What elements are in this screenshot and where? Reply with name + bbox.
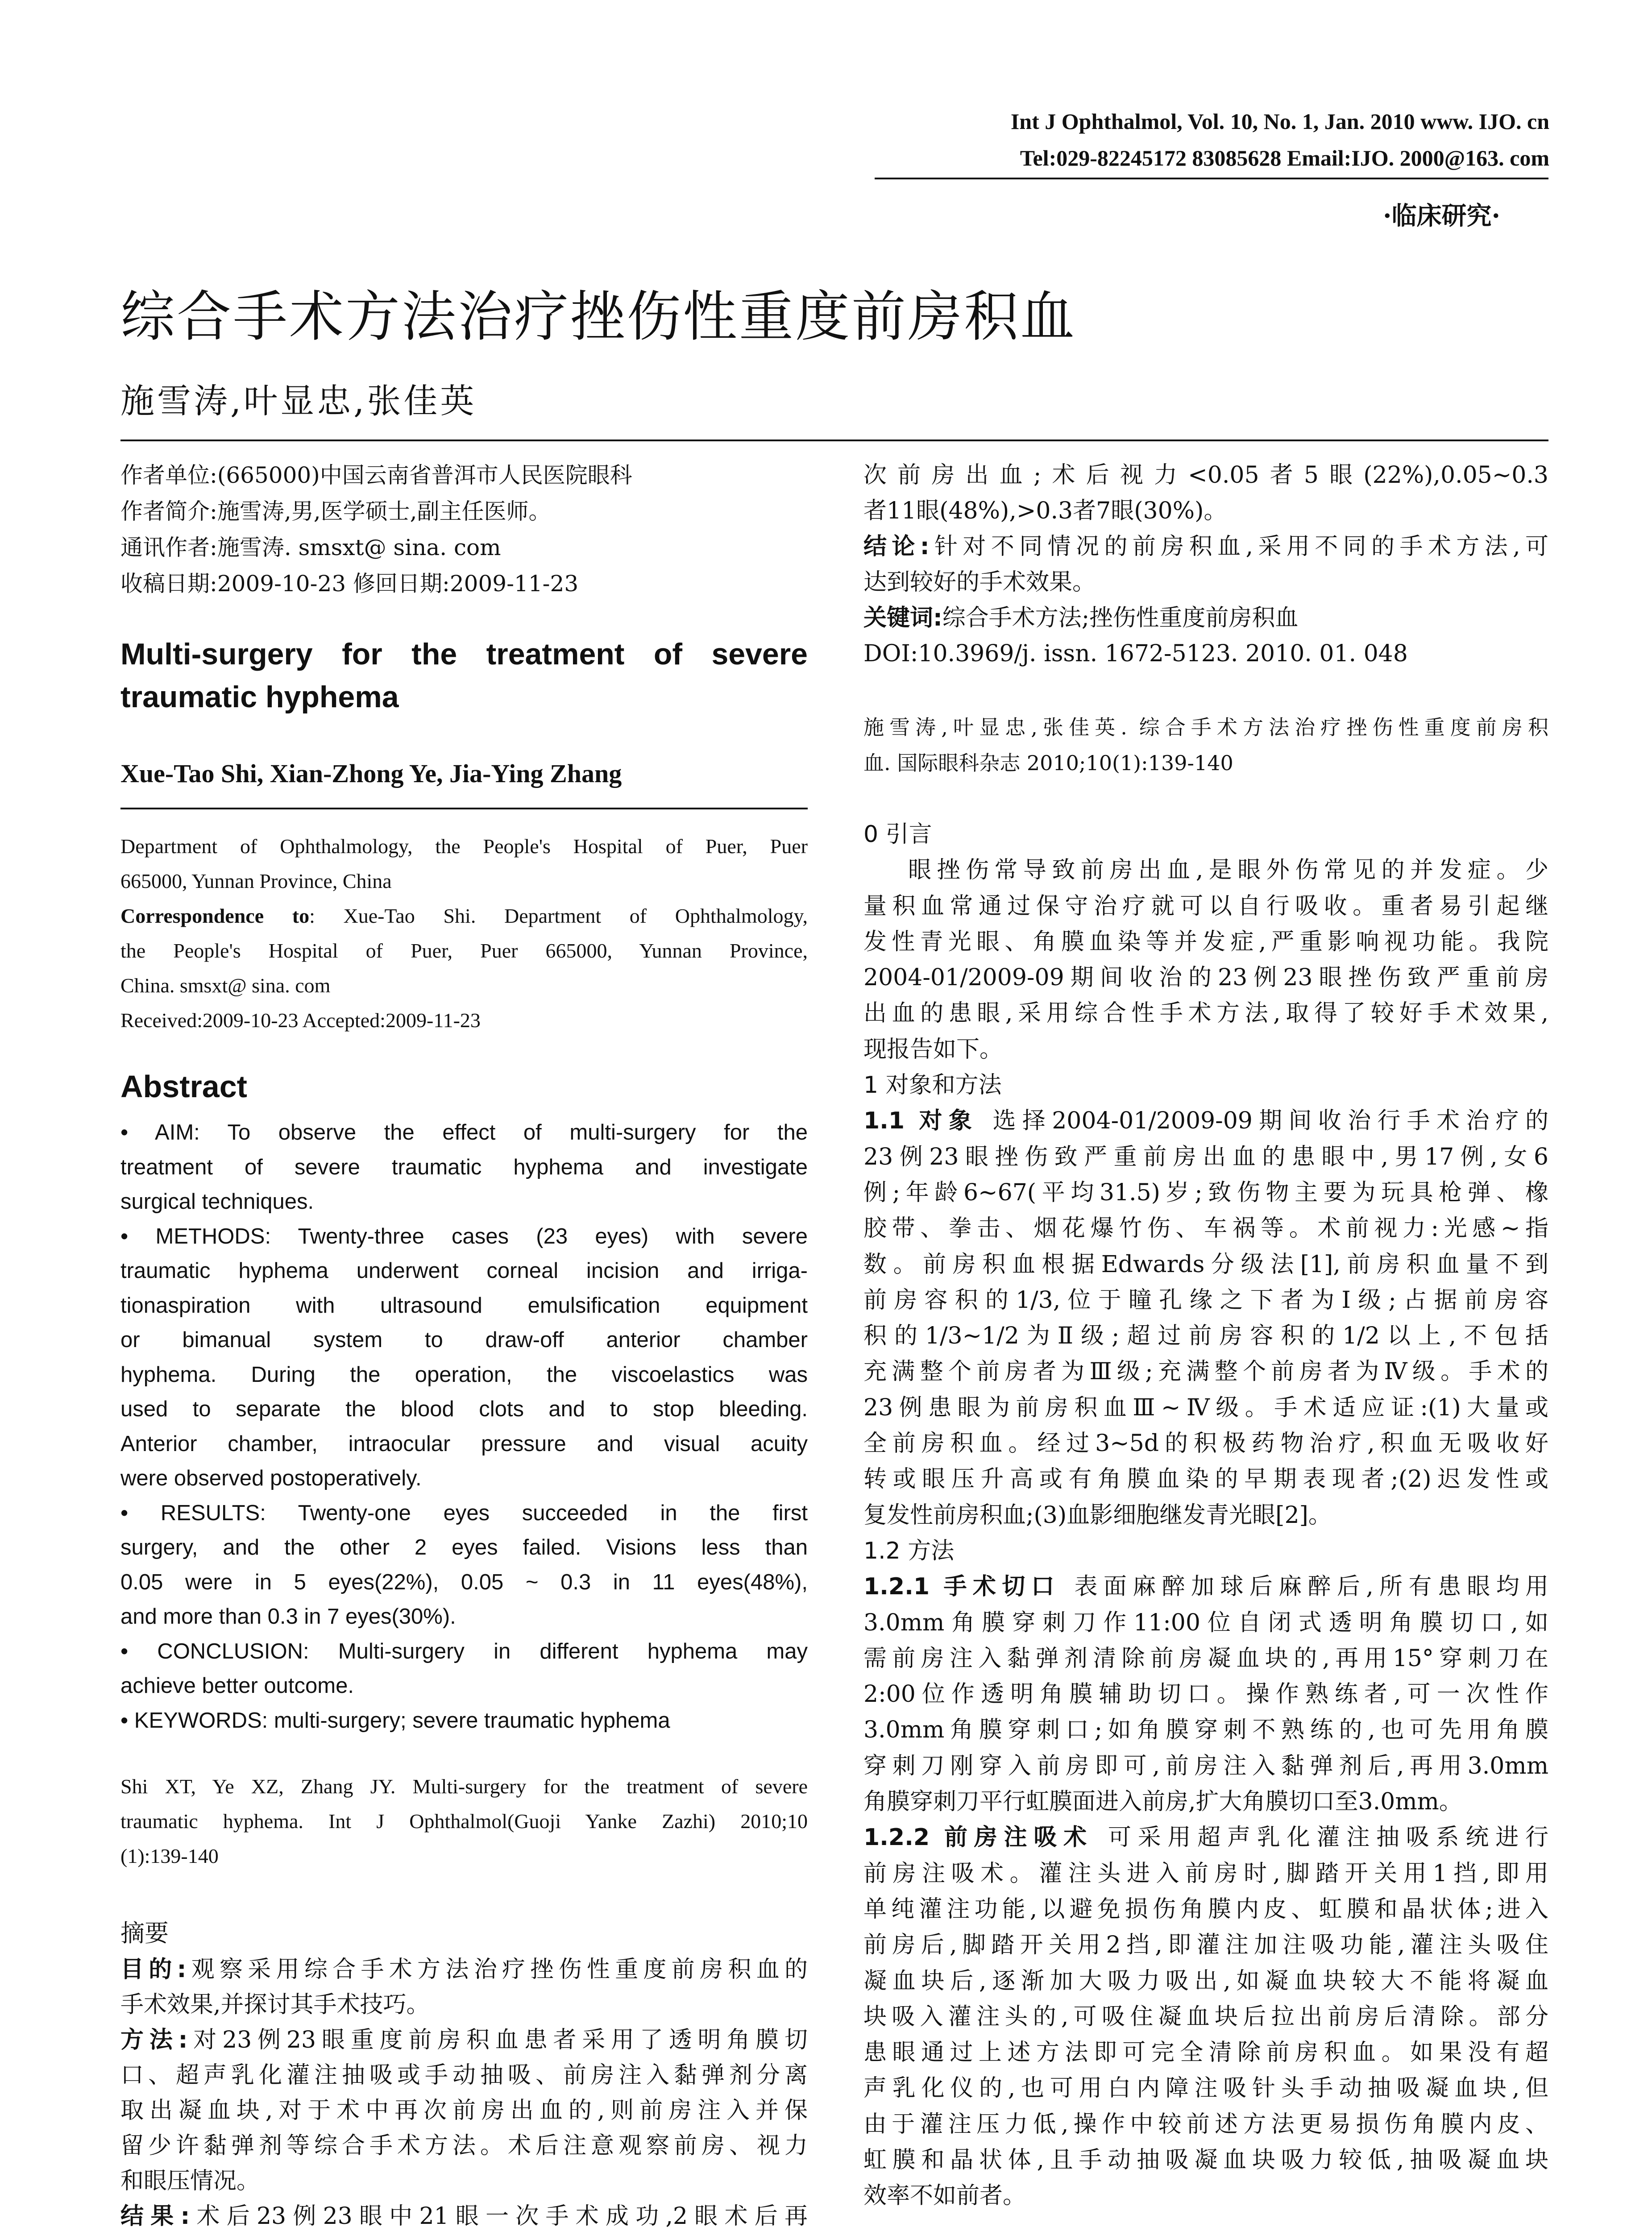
section-1-2-2-line-text: 可采用超声乳化灌注抽吸系统进行 [1108,1824,1548,1851]
title-en-line: traumatic hyphema [120,680,399,714]
abstract-line: Anterior chamber, intraocular pressure and visual acuity [120,1431,808,1456]
section-1-2-1-line-text: 角膜穿刺刀平行虹膜面进入前房,扩大角膜切口至3.0mm。 [863,1788,1462,1816]
section-1-2-2-line-text: 前房注吸术。灌注头进入前房时,脚踏开关用1挡,即用 [863,1860,1548,1887]
section-1-1-line-text: 前房容积的1/3,位于瞳孔缘之下者为Ⅰ级;占据前房容 [863,1286,1548,1314]
abstract-cn-text: 手术效果,并探讨其手术技巧。 [120,1991,430,2018]
abstract-line: hyphema. During the operation, the viscoelastics was [120,1362,808,1387]
section-1-2-2-line-text: 由于灌注压力低,操作中较前述方法更易损伤角膜内皮、 [863,2111,1548,2138]
title-en-line: Multi-surgery for the treatment of severe [120,637,808,671]
section-1-2-1-line-text: 2:00位作透明角膜辅助切口。操作熟练者,可一次性作 [863,1681,1548,1708]
authors-en-rule [120,808,808,809]
abstract-cn-text: 取出凝血块,对于术中再次前房出血的,则前房注入并保 [120,2097,808,2124]
section-1-1-line-text: 数。前房积血根据Edwards分级法[1],前房积血量不到 [863,1251,1548,1278]
section-1-1-line-text: 转或眼压升高或有角膜血染的早期表现者;(2)迟发性或 [863,1466,1548,1493]
section-0-line-text: 量积血常通过保守治疗就可以自行吸收。重者易引起继 [863,892,1548,920]
abstract-heading: Abstract [120,1069,247,1104]
section-1-2-2-line [863,2035,1548,2070]
section-0-line-text: 2004-01/2009-09期间收治的23例23眼挫伤致严重前房 [863,964,1548,991]
section-1-2-2-line-text: 凝血块后,逐渐加大吸力吸出,如凝血块较大不能将凝血 [863,1967,1548,1995]
affiliation-en [120,829,808,1038]
abstract-line: 0.05 were in 5 eyes(22%), 0.05 ~ 0.3 in 11 eyes(48%), [120,1570,808,1594]
abstract-cn-text: 和眼压情况。 [120,2168,260,2194]
abstract-line: achieve better outcome. [120,1674,354,1698]
section-1-1-line [863,1497,1548,1533]
section-1-2-2-line [863,2178,1548,2214]
abstract-cn-text: 观察采用综合手术方法治疗挫伤性重度前房积血的 [186,1956,808,1983]
citation-cn [863,709,1548,781]
result-continuation: 者11眼(48%),>0.3者7眼(30%)。 [863,498,1227,524]
citation-line: Shi XT, Ye XZ, Zhang JY. Multi-surgery for the treatment of severe [120,1775,808,1798]
section-1-1-line [863,1461,1548,1497]
abstract-line: used to separate the blood clots and to stop bleeding. [120,1397,808,1421]
abstract-line: or bimanual system to draw-off anterior chamber [120,1328,808,1352]
left-column [120,457,808,602]
section-1-1-line-text: 23例患眼为前房积血Ⅲ~Ⅳ级。手术适应证:(1)大量或 [863,1394,1548,1421]
section-0-line-text: 出血的患眼,采用综合性手术方法,取得了较好手术效果, [863,1000,1548,1027]
abstract-line: • METHODS: Twenty-three cases (23 eyes) with severe [120,1224,808,1248]
abstract-cn-line [120,2128,808,2164]
abstract-cn-line [120,2023,808,2058]
section-1-2-2-line [863,1820,1548,1855]
abstract-cn [120,1952,808,2231]
section-1-2-1-line [863,1569,1548,1605]
section-0-line [863,960,1548,995]
section-1-2-2-line [863,2107,1548,2142]
abstract-cn-line [120,2058,808,2093]
section-1-1-line-label: 1.1 对象 [863,1107,993,1135]
section-1-2-1-line [863,1712,1548,1748]
section-1-1-line-text: 充满整个前房者为Ⅲ级;充满整个前房者为Ⅳ级。手术的 [863,1358,1548,1385]
section-1-2-2-line-label: 1.2.2 前房注吸术 [863,1824,1108,1851]
section-1-2-2-line [863,2142,1548,2178]
header-rule [875,178,1548,179]
section-0-heading: 0 引言 [863,821,932,848]
section-1-2-1-line [863,1641,1548,1676]
info-correspondence: 通讯作者:施雪涛. smsxt@ sina. com [120,535,501,560]
abstract-cn-label: 方法: [120,2027,188,2053]
section-1-2-2-line-text: 效率不如前者。 [863,2182,1026,2210]
section-0-line [863,1032,1548,1067]
section-1-2-2-line [863,1999,1548,2035]
correspondence-label: Correspondence to [120,904,310,927]
section-0-line [863,888,1548,924]
abstract-line: treatment of severe traumatic hyphema and investigate [120,1155,808,1179]
section-1-1-line-text: 复发性前房积血;(3)血影细胞继发青光眼[2]。 [863,1501,1332,1529]
journal-header-line2: Tel:029-82245172 83085628 Email:IJO. 2000@163. com [1020,145,1549,170]
conclusion-label: 结论: [863,533,930,560]
keywords-line [863,600,1548,636]
section-1-2-2-line-text: 单纯灌注功能,以避免损伤角膜内皮、虹膜和晶状体;进入 [863,1895,1548,1923]
title-en [120,633,808,718]
section-1-2-2-line [863,1963,1548,1999]
abstract-cn-heading: 摘要 [120,1919,169,1947]
section-1-2-heading: 1.2 方法 [863,1537,955,1564]
section-1-2-2-line [863,1891,1548,1927]
section-0-line [863,924,1548,960]
info-dates: 收稿日期:2009-10-23 修回日期:2009-11-23 [120,571,579,597]
citation-en [120,1769,808,1874]
abstract-cn-text: 对23例23眼重度前房积血患者采用了透明角膜切 [187,2027,808,2053]
section-0-line [863,852,1548,888]
conclusion-line [863,529,1548,564]
abstract-line: • KEYWORDS: multi-surgery; severe traumatic hyphema [120,1708,670,1733]
doi: DOI:10.3969/j. issn. 1672-5123. 2010. 01. 048 [863,640,1408,667]
abstract-line: were observed postoperatively. [120,1466,422,1490]
citation-cn-line: 血. 国际眼科杂志 2010;10(1):139-140 [863,751,1233,775]
abstract-cn-line [120,1952,808,1987]
abstract-line: • RESULTS: Twenty-one eyes succeeded in the first [120,1501,808,1525]
page-title: 综合手术方法治疗挫伤性重度前房积血 [120,285,1076,348]
section-1-2-2-line [863,1856,1548,1891]
abstract-cn-text: 口、超声乳化灌注抽吸或手动抽吸、前房注入黏弹剂分离 [120,2062,808,2089]
section-1-2-2-line-text: 患眼通过上述方法即可完全清除前房积血。如果没有超 [863,2039,1548,2066]
journal-header-line1: Int J Ophthalmol, Vol. 10, No. 1, Jan. 2010 www. IJO. cn [1010,109,1549,134]
info-author-bio: 作者简介:施雪涛,男,医学硕士,副主任医师。 [120,498,551,524]
section-1-2-1-line-text: 3.0mm角膜穿刺刀作11:00位自闭式透明角膜切口,如 [863,1609,1548,1636]
section-1-2-1-line-text: 穿刺刀刚穿入前房即可,前房注入黏弹剂后,再用3.0mm [863,1752,1548,1779]
abstract-cn-line [120,1987,808,2023]
section-1-2-1-line [863,1676,1548,1712]
section-1-2-1-line [863,1748,1548,1784]
info-affiliation: 作者单位:(665000)中国云南省普洱市人民医院眼科 [120,462,632,488]
section-1-1-line [863,1103,1548,1139]
section-1-1-line [863,1426,1548,1461]
section-1-1-line-text: 积的1/3~1/2为Ⅱ级;超过前房容积的1/2以上,不包括 [863,1323,1548,1350]
received-line: Received:2009-10-23 Accepted:2009-11-23 [120,1009,481,1032]
abstract-cn-text: 留少许黏弹剂等综合手术方法。术后注意观察前房、视力 [120,2132,808,2159]
section-1-1-line [863,1354,1548,1389]
section-1-1-line [863,1282,1548,1318]
keywords-text: 综合手术方法;挫伤性重度前房积血 [942,605,1299,631]
section-1-1-line [863,1139,1548,1175]
title-rule [120,440,1548,441]
result-continuation: 次前房出血;术后视力<0.05者5眼(22%),0.05~0.3 [863,462,1548,489]
section-0-line-text: 发性青光眼、角膜血染等并发症,严重影响视功能。我院 [863,928,1548,955]
abstract-line: • CONCLUSION: Multi-surgery in different hyphema may [120,1639,808,1663]
section-1-2-2-line [863,2070,1548,2106]
section-1-1-line-text: 全前房积血。经过3~5d的积极药物治疗,积血无吸收好 [863,1430,1548,1457]
authors-en: Xue-Tao Shi, Xian-Zhong Ye, Jia-Ying Zhang [120,759,622,788]
abstract-line: • AIM: To observe the effect of multi-surgery for the [120,1120,808,1145]
abstract-cn-line [120,2164,808,2199]
citation-line: traumatic hyphema. Int J Ophthalmol(Guoji Yanke Zazhi) 2010;10 [120,1810,808,1833]
section-1-1-line-text: 23例23眼挫伤致严重前房出血的患眼中,男17例,女6 [863,1143,1548,1170]
citation-cn-line: 施雪涛,叶显忠,张佳英. 综合手术方法治疗挫伤性重度前房积 [863,715,1548,739]
section-1-2-2-line [863,1927,1548,1963]
right-column [863,457,1548,672]
section-1-2-1-line-text: 3.0mm角膜穿刺口;如角膜穿刺不熟练的,也可先用角膜 [863,1717,1548,1744]
section-1-2-1-line-label: 1.2.1 手术切口 [863,1573,1075,1601]
abstract-line: and more than 0.3 in 7 eyes(30%). [120,1605,456,1629]
abstract-line: tionaspiration with ultrasound emulsification equipment [120,1293,808,1318]
abstract-cn-line [120,2093,808,2128]
abstract-line: surgical techniques. [120,1190,314,1214]
section-1-heading: 1 对象和方法 [863,1072,1002,1099]
section-1-1-line-text: 选择2004-01/2009-09期间收治行手术治疗的 [992,1107,1548,1135]
section-1-1-line [863,1247,1548,1282]
abstract-line: traumatic hyphema underwent corneal incision and irriga- [120,1259,808,1283]
correspondence-line: China. smsxt@ sina. com [120,974,331,997]
section-1-2-2-line-text: 前房后,脚踏开关用2挡,即灌注加注吸功能,灌注头吸住 [863,1932,1548,1959]
section-0-line-text: 现报告如下。 [863,1036,1003,1063]
affil-line: Department of Ophthalmology, the People's Hospital of Puer, Puer [120,835,808,858]
conclusion-text: 针对不同情况的前房积血,采用不同的手术方法,可 [929,533,1548,560]
section-1-1-line-text: 胶带、拳击、烟花爆竹伤、车祸等。术前视力:光感~指 [863,1215,1548,1242]
abstract-cn-label: 结果: [120,2203,190,2230]
citation-line: (1):139-140 [120,1845,219,1867]
abstract-en [120,1116,808,1738]
correspondence-line: the People's Hospital of Puer, Puer 665000, Yunnan Province, [120,939,808,962]
abstract-cn-line [120,2199,808,2231]
section-1-1-line-text: 例;年龄6~67(平均31.5)岁;致伤物主要为玩具枪弹、橡 [863,1179,1548,1206]
authors-cn: 施雪涛,叶显忠,张佳英 [120,381,477,421]
section-1-1-line [863,1175,1548,1211]
keywords-label: 关键词: [863,605,942,631]
section-1-2-2-line-text: 声乳化仪的,也可用白内障注吸针头手动抽吸凝血块,但 [863,2075,1548,2102]
section-1-2-2-line-text: 虹膜和晶状体,且手动抽吸凝血块吸力较低,抽吸凝血块 [863,2146,1548,2173]
abstract-line: surgery, and the other 2 eyes failed. Visions less than [120,1535,808,1559]
section-label: ·临床研究· [1383,201,1500,231]
conclusion-line: 达到较好的手术效果。 [863,569,1096,596]
section-0-line [863,995,1548,1031]
section-1-2-1-line [863,1605,1548,1641]
correspondence-line [120,899,808,933]
section-0-line-text: 眼挫伤常导致前房出血,是眼外伤常见的并发症。少 [908,857,1548,884]
section-1-2-1-line-text: 表面麻醉加球后麻醉后,所有患眼均用 [1074,1573,1548,1601]
section-1-2-1-line-text: 需前房注入黏弹剂清除前房凝血块的,再用15°穿刺刀在 [863,1645,1548,1672]
section-1-1-line [863,1390,1548,1426]
section-1-1-line [863,1211,1548,1246]
section-1-2-2-line-text: 块吸入灌注头的,可吸住凝血块后拉出前房后清除。部分 [863,2003,1548,2030]
affil-line: 665000, Yunnan Province, China [120,870,392,892]
body-right [863,817,1548,2214]
abstract-cn-text: 术后23例23眼中21眼一次手术成功,2眼术后再 [190,2203,808,2230]
section-1-1-line [863,1318,1548,1354]
abstract-cn-label: 目的: [120,1956,187,1983]
section-1-2-1-line [863,1784,1548,1820]
correspondence-text: : Xue-Tao Shi. Department of Ophthalmology, [309,904,808,927]
